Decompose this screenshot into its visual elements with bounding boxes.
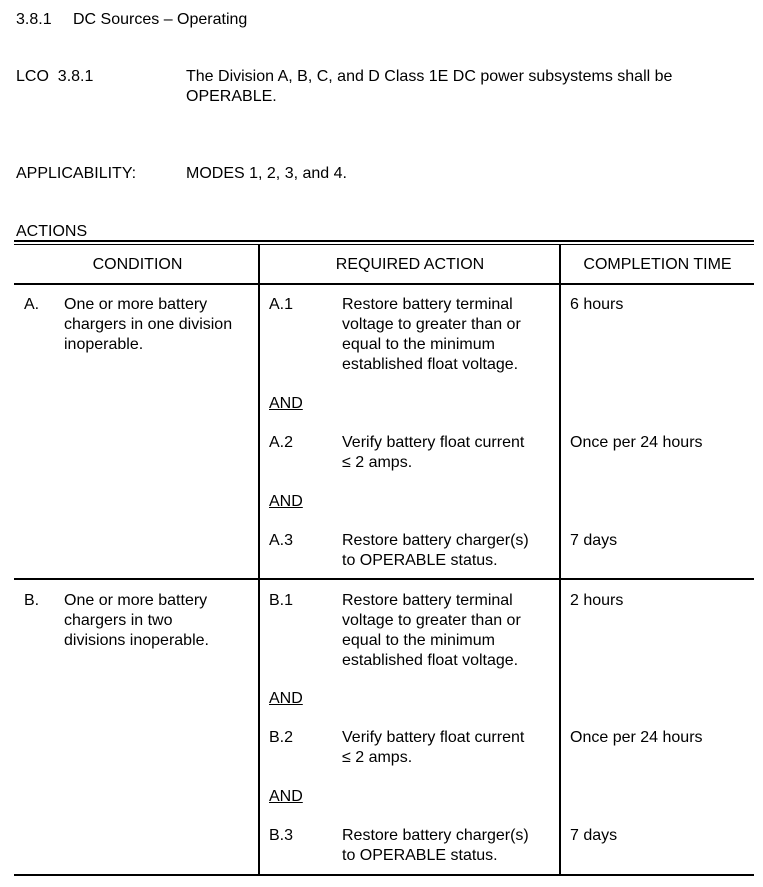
action-id: B.1 — [269, 592, 294, 609]
action-id: B.3 — [269, 827, 294, 844]
condition-text-line: One or more battery — [64, 296, 208, 313]
and-connector: AND — [269, 395, 303, 412]
completion-time: Once per 24 hours — [570, 434, 703, 451]
action-text-line: equal to the minimum — [342, 336, 495, 353]
action-text-line: to OPERABLE status. — [342, 552, 498, 569]
table-top-rule — [14, 240, 754, 242]
action-text-line: Restore battery charger(s) — [342, 827, 529, 844]
completion-time: 6 hours — [570, 296, 624, 313]
action-text-line: equal to the minimum — [342, 632, 495, 649]
condition-letter: B. — [24, 592, 40, 609]
applicability-label: APPLICABILITY: — [16, 165, 137, 182]
action-text-line: established float voltage. — [342, 356, 519, 373]
header-condition: CONDITION — [92, 256, 183, 273]
table-top-rule-thin — [14, 244, 754, 245]
applicability-text: MODES 1, 2, 3, and 4. — [186, 165, 347, 182]
lco-label: LCO 3.8.1 — [16, 68, 94, 85]
header-completion-time: COMPLETION TIME — [583, 256, 732, 273]
actions-label: ACTIONS — [16, 223, 88, 240]
action-text-line: to OPERABLE status. — [342, 847, 498, 864]
action-text-line: Verify battery float current — [342, 729, 525, 746]
action-id: B.2 — [269, 729, 294, 746]
completion-time: Once per 24 hours — [570, 729, 703, 746]
and-connector: AND — [269, 493, 303, 510]
action-text-line: voltage to greater than or — [342, 316, 521, 333]
action-text-line: Restore battery charger(s) — [342, 532, 529, 549]
column-divider-2 — [559, 244, 561, 876]
condition-text-line: divisions inoperable. — [64, 632, 209, 649]
completion-time: 7 days — [570, 532, 618, 549]
action-id: A.1 — [269, 296, 294, 313]
action-text-line: Restore battery terminal — [342, 592, 513, 609]
action-text-line: Restore battery terminal — [342, 296, 513, 313]
condition-text-line: One or more battery — [64, 592, 208, 609]
lco-text-line-2: OPERABLE. — [186, 88, 277, 105]
section-title: DC Sources – Operating — [73, 11, 248, 28]
action-id: A.2 — [269, 434, 294, 451]
header-required-action: REQUIRED ACTION — [335, 256, 485, 273]
action-text-line: ≤ 2 amps. — [342, 454, 413, 471]
condition-text-line: inoperable. — [64, 336, 144, 353]
table-bottom-rule — [14, 874, 754, 876]
action-text-line: ≤ 2 amps. — [342, 749, 413, 766]
action-text-line: voltage to greater than or — [342, 612, 521, 629]
row-divider — [14, 578, 754, 580]
action-id: A.3 — [269, 532, 294, 549]
completion-time: 7 days — [570, 827, 618, 844]
action-text-line: established float voltage. — [342, 652, 519, 669]
lco-text-line-1: The Division A, B, C, and D Class 1E DC power subsystems shall be — [186, 68, 673, 85]
action-text-line: Verify battery float current — [342, 434, 525, 451]
header-bottom-rule — [14, 283, 754, 285]
condition-text-line: chargers in two — [64, 612, 173, 629]
condition-text-line: chargers in one division — [64, 316, 233, 333]
completion-time: 2 hours — [570, 592, 624, 609]
and-connector: AND — [269, 788, 303, 805]
column-divider-1 — [258, 244, 260, 876]
and-connector: AND — [269, 690, 303, 707]
section-number: 3.8.1 — [16, 11, 52, 28]
condition-letter: A. — [24, 296, 40, 313]
